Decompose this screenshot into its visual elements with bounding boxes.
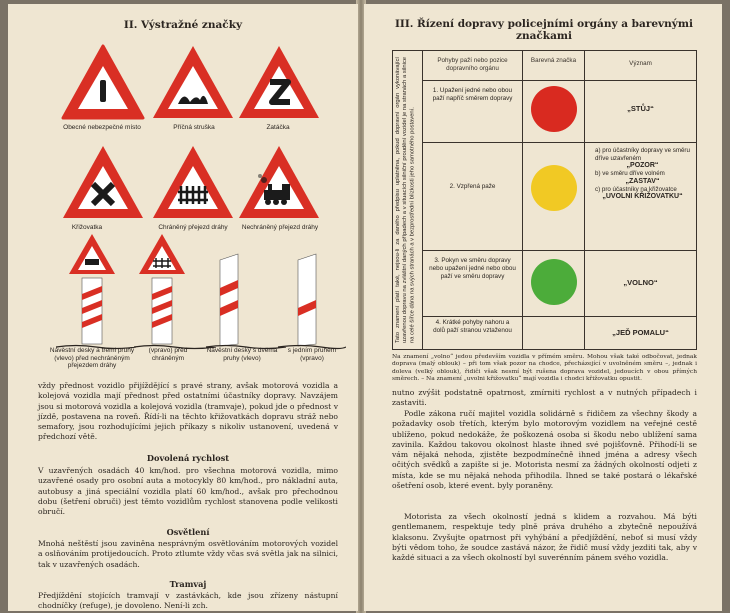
row1-color-cell (523, 81, 585, 143)
warning-sign-crossroad (60, 142, 146, 222)
subheading-lighting: Osvětlení (166, 527, 210, 537)
caption-unguarded-crossing: Nechráněný přejezd dráhy (241, 224, 319, 231)
left-heading: II. Výstražné značky (123, 19, 243, 31)
right-paragraph-3: Motorista za všech okolností jedná s klidem a rozvahou. Má býti gentlemanem, respektuje tedy plně práva druhého a zbytečně nepoužívá klaksonu. Zvyšujte opatrnost při vyhýbání a předjíždění, neboť si musí vždy býti vědom toho, že soudce zastává názor, že řidič musí vždy jezditi tak, aby v každé situaci a za všech okolností byl suverénním pánem svého vozidla. (392, 512, 697, 563)
row2-meaning-f: „UVOLNI KŘIŽOVATKU“ (602, 193, 683, 201)
right-paragraph-2: Podle zákona ručí majitel vozidla solidárně s řidičem za všechny škody a požadavky osob třetích, kterým bylo motorovým vozidlem na veřejné cestě ublíženo, pokud nedokáže, že poškozená osoba si škodu nebo ublížení sama zavinila. Každou takovou okolnost hlaste ihned své pojišťovně. Přihodí-li se vám nějaká nehoda, zjistěte bezpodmínečně ihned jména a adresy všech očitých svědků a zapište si je. Motorista nesmí za žádných okolností odjeti z místa, kde se mu nějaká nehoda přihodila. Ihned se také postará o lékařské ošetření osob, které event. byly poraněny. (392, 409, 697, 491)
table-note: Na znamení „volno“ jedou především vozidla v přímém směru. Mohou však také odbočovat, jednak doprava (malý oblouk) – při tom však pozor na chodce, přecházející v uvolněném směru –, jednak i doleva (velký oblouk), řidiči však nesmí být rušena doprava vozidel, jedoucích v obou přímých směrech. – Na znamení „uvolni křižovatku“ mají vozidla i chodci křižovatku opustit. (392, 354, 697, 383)
right-page (364, 4, 722, 611)
subheading-speed: Dovolená rychlost (146, 453, 230, 463)
row2-meaning-cell (585, 143, 696, 251)
caption-posts-a: Návěstní desky a třemi pruhy (vlevo) před nechráněným přejezdem dráhy (49, 347, 135, 369)
traffic-control-table (392, 50, 697, 350)
row2-meaning-a: a) pro účastníky dopravy ve směru dříve uzavřeném (595, 147, 690, 162)
green-light (531, 259, 577, 305)
warning-sign-bump (150, 42, 236, 122)
table-side-text: Tato znamení platí také, nejsou-li za daného předpisu uplatněna, pokud dopravní orgán vykonávající uzavřenou dopravu na zvláštní daných případech a v situacích silniční proudění vozidel je na stranách a silnice na celé šířce dána na svých stranách a v bezprostřední blízkosti jeho samotného postavení. (395, 57, 416, 343)
left-page (8, 4, 358, 611)
red-light (531, 86, 577, 132)
warning-sign-guarded-crossing (150, 142, 236, 222)
warning-sign-unguarded-crossing (236, 142, 322, 222)
caption-general-danger: Obecné nebezpečné místo (63, 124, 141, 131)
left-paragraph-2: V uzavřených osadách 40 km/hod. pro všechna motorová vozidla, mimo uzavřené osady pro osobní auta a motocykly 80 km/hod., pro nákladní auta, autobusy a jiná speciální vozidla platí 60 km/hod., avšak pro přechodnou dobu (šetření obruči) jest těmto vozidlům rychlost stanovena podle velikosti obručí. (38, 466, 338, 517)
caption-posts-d: s jedním pruhem (vpravo) (287, 347, 337, 362)
row2-meaning-b: „POZOR“ (626, 162, 659, 170)
left-paragraph-1: vždy přednost vozidlo přijíždějící s pravé strany, avšak motorová vozidla a kolejová vozidla mají přednost před ostatními účastníky dopravy. Navzájem jsou si motorová vozidla a kolejová vozidla (tramvaje), pokud jde o přednost v jízdě, postavena na roveň. Řídí-li na těchto křižovatkách dopravu stráž nebo semafory, jsou rozhodujícími jejich příkazy s nikoliv ustanovení, uvedená v předchozí větě. (38, 381, 338, 442)
row2-color-cell (523, 143, 585, 251)
caption-posts-b: (vpravo) před chráněným (148, 347, 188, 362)
post-sign-guarded-three-stripes (136, 232, 188, 347)
caption-posts-c: Návěstní desky s dvěma pruhy (vlevo) (206, 347, 278, 362)
right-heading: III. Řízení dopravy policejními orgány a barevnými značkami (395, 18, 693, 42)
header-color: Barevná značka (523, 51, 585, 81)
left-paragraph-3: Mnohá neštěstí jsou zaviněna nesprávným osvětlováním motorových vozidel a oslňováním protijedoucích. Proto ztlumte vždy včas svá světla jak na silnici, tak v uzavřených osadách. (38, 539, 338, 569)
caption-bump: Příčná struška (173, 124, 215, 131)
warning-sign-curve (236, 42, 322, 122)
yellow-light (531, 165, 577, 211)
row2-meaning-c: b) ve směru dříve volném (595, 170, 665, 178)
row1-meaning: „STŮJ“ (585, 81, 696, 143)
row3-gesture: 3. Pokyn ve směru dopravy nebo upažení jedné nebo obou paží ve směru dopravy (423, 251, 523, 317)
right-paragraph-1: nutno zvýšit podstatně opatrnost, zmírniti rychlost a v nutných případech i zastaviti. (392, 388, 697, 408)
caption-crossroad: Křižovatka (71, 224, 103, 231)
row2-meaning-e: c) pro účastníky na křižovatce (595, 185, 677, 193)
post-sign-unguarded-three-stripes (66, 232, 118, 347)
left-paragraph-4: Předjíždění stojících tramvají v zastávkách, kde jsou zřízeny nástupní chodníčky (refuge), je dovoleno. Není-li zch. (38, 591, 338, 611)
row3-color-cell (523, 251, 585, 317)
row4-color-cell (523, 317, 585, 349)
subheading-tram: Tramvaj (169, 579, 207, 589)
caption-curve: Zatáčka (266, 124, 290, 131)
row2-meaning-d: „ZASTAV“ (625, 177, 660, 185)
post-sign-one-stripe (288, 252, 328, 348)
header-meaning: Význam (585, 51, 696, 81)
warning-sign-general-danger (60, 42, 146, 122)
row3-meaning: „VOLNO“ (585, 251, 696, 317)
table-side-column (393, 51, 423, 349)
row2-gesture: 2. Vzpřená paže (423, 143, 523, 251)
row4-meaning: „JEĎ POMALU“ (612, 328, 669, 337)
row1-gesture: 1. Upažení jedné nebo obou paží napříč směrem dopravy (423, 81, 523, 143)
post-sign-two-stripes (208, 252, 248, 348)
caption-guarded-crossing: Chráněný přejezd dráhy (158, 224, 228, 231)
row4-gesture: 4. Krátké pohyby nahoru a dolů paží stranou vztaženou (423, 317, 523, 349)
header-gesture: Pohyby paží nebo pozice dopravního orgánu (423, 51, 523, 81)
